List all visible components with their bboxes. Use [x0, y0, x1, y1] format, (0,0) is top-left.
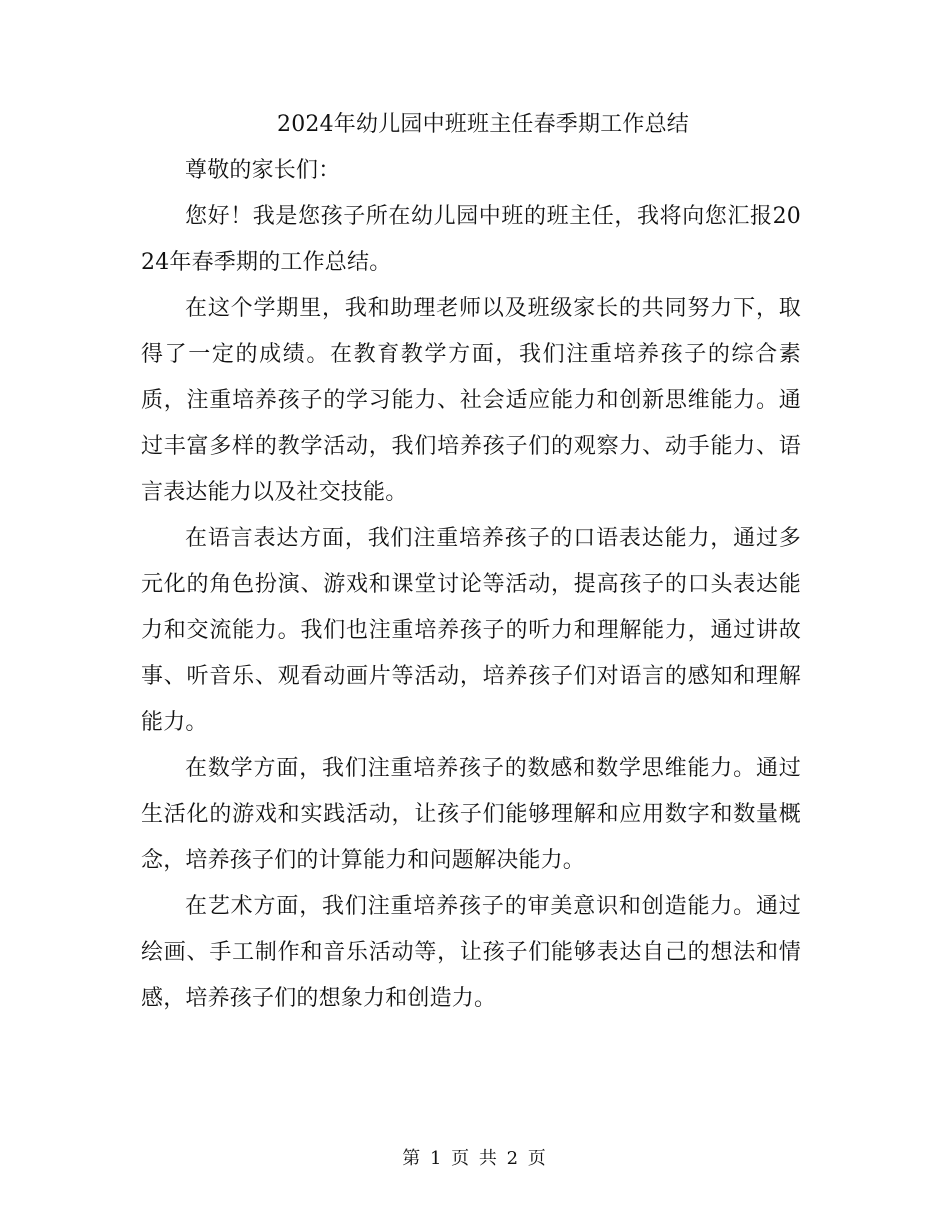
paragraph-greeting: 您好！我是您孩子所在幼儿园中班的班主任，我将向您汇报2024年春季期的工作总结。 — [141, 204, 801, 275]
paragraph-language: 在语言表达方面，我们注重培养孩子的口语表达能力，通过多元化的角色扮演、游戏和课堂讨论等活动，提高孩子的口头表达能力和交流能力。我们也注重培养孩子的听力和理解能力，通过讲故事、听音乐、观看动画片等活动，培养孩子们对语言的感知和理解能力。 — [141, 526, 801, 735]
page-number-footer: 第 1 页 共 2 页 — [402, 1148, 548, 1169]
paragraph-overview: 在这个学期里，我和助理老师以及班级家长的共同努力下，取得了一定的成绩。在教育教学方面，我们注重培养孩子的综合素质，注重培养孩子的学习能力、社会适应能力和创新思维能力。通过丰富多样的教学活动，我们培养孩子们的观察力、动手能力、语言表达能力以及社交技能。 — [141, 296, 801, 505]
paragraph-art: 在艺术方面，我们注重培养孩子的审美意识和创造能力。通过绘画、手工制作和音乐活动等，让孩子们能够表达自己的想法和情感，培养孩子们的想象力和创造力。 — [141, 894, 801, 1011]
document-title: 2024年幼儿园中班班主任春季期工作总结 — [277, 112, 689, 137]
paragraph-math: 在数学方面，我们注重培养孩子的数感和数学思维能力。通过生活化的游戏和实践活动，让孩子们能够理解和应用数字和数量概念，培养孩子们的计算能力和问题解决能力。 — [141, 756, 801, 873]
salutation: 尊敬的家长们： — [185, 158, 341, 183]
document-body — [141, 102, 801, 1022]
